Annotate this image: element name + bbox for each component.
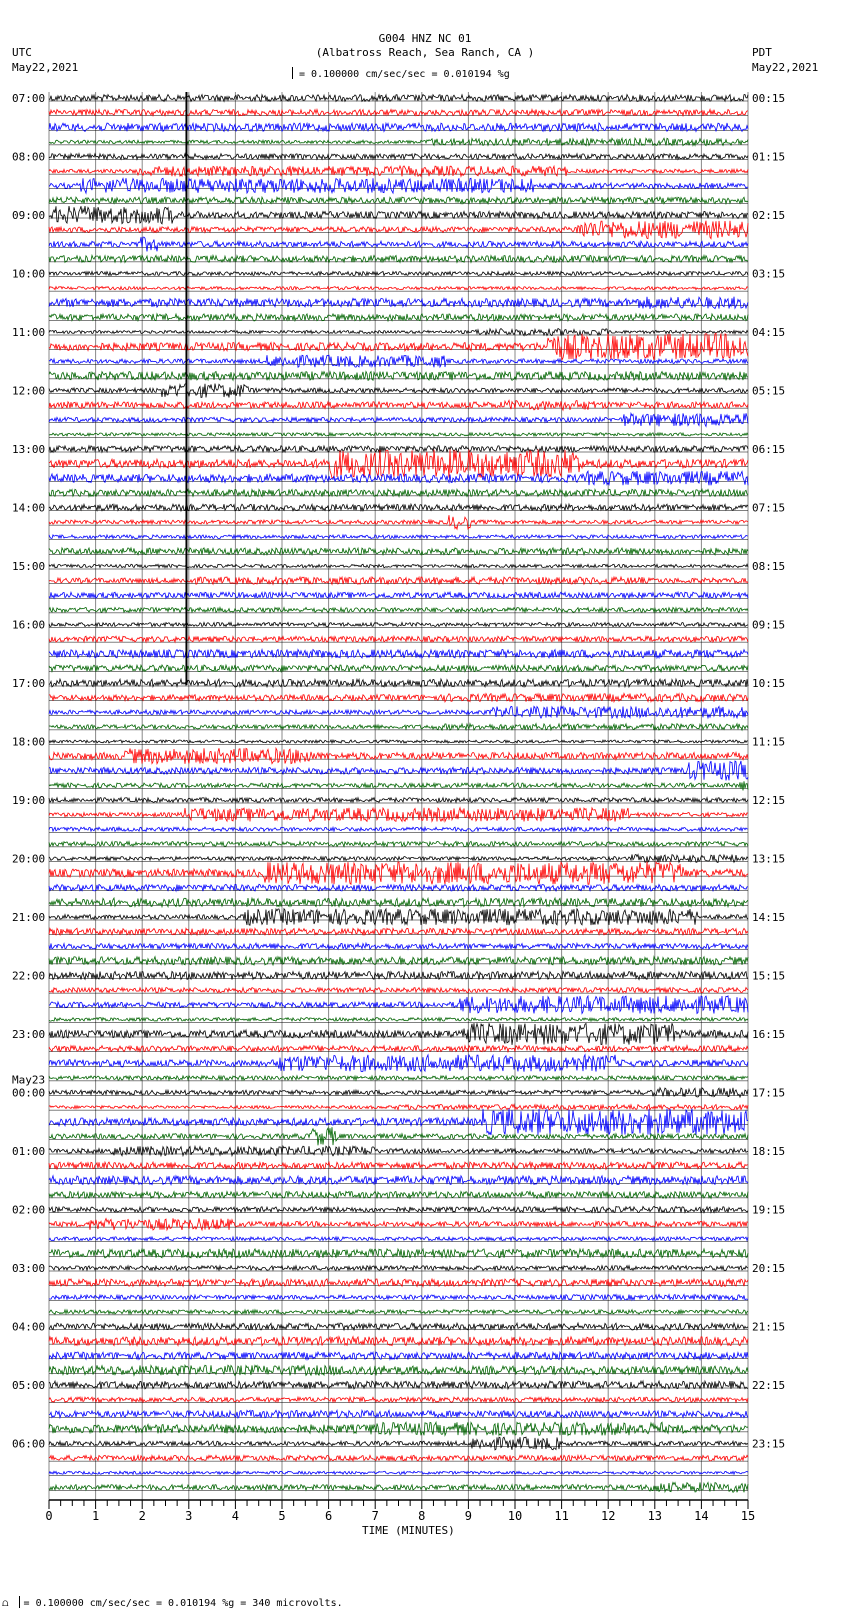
trace-line bbox=[49, 1471, 748, 1474]
left-date: May22,2021 bbox=[12, 61, 79, 74]
trace-line bbox=[49, 138, 748, 145]
trace-line bbox=[49, 1352, 748, 1359]
trace-line bbox=[49, 706, 748, 718]
pdt-hour-label: 04:15 bbox=[752, 326, 786, 339]
x-tick-label: 2 bbox=[138, 1509, 146, 1523]
x-tick-label: 6 bbox=[324, 1509, 333, 1523]
pdt-hour-label: 13:15 bbox=[752, 852, 786, 866]
pdt-hour-label: 09:15 bbox=[752, 618, 786, 632]
trace-line bbox=[49, 1365, 748, 1375]
trace-line bbox=[49, 154, 748, 160]
pdt-hour-label: 08:15 bbox=[752, 560, 786, 573]
trace-line bbox=[49, 665, 748, 672]
trace-line bbox=[49, 862, 748, 885]
pdt-hour-label: 05:15 bbox=[752, 384, 786, 398]
trace-line bbox=[49, 1397, 748, 1402]
x-tick-label: 0 bbox=[45, 1509, 53, 1523]
trace-line bbox=[49, 314, 748, 321]
trace-line bbox=[49, 1295, 748, 1301]
trace-line bbox=[49, 197, 748, 204]
left-timezone: UTC bbox=[12, 46, 32, 59]
utc-hour-label: 02:00 bbox=[12, 1203, 46, 1217]
utc-hour-label: 16:00 bbox=[12, 618, 46, 632]
trace-line bbox=[49, 592, 748, 598]
utc-hour-label: 07:00 bbox=[12, 92, 46, 105]
footer-scale bbox=[2, 1596, 343, 1610]
trace-line bbox=[49, 287, 748, 290]
pdt-hour-label: 07:15 bbox=[752, 501, 786, 515]
x-tick-label: 15 bbox=[740, 1509, 756, 1523]
scale-marker-icon: ⩍ bbox=[2, 1598, 9, 1609]
utc-hour-label: 11:00 bbox=[12, 326, 46, 339]
x-tick-label: 14 bbox=[694, 1509, 709, 1523]
right-timezone: PDT bbox=[752, 46, 772, 59]
trace-line bbox=[49, 1279, 748, 1287]
utc-hour-label: 23:00 bbox=[12, 1028, 46, 1041]
utc-hour-label: 17:00 bbox=[12, 677, 46, 690]
pdt-hour-label: 15:15 bbox=[752, 969, 786, 983]
utc-hour-label: 20:00 bbox=[12, 852, 46, 866]
trace-line bbox=[49, 761, 748, 781]
utc-hour-label: 13:00 bbox=[12, 443, 46, 456]
pdt-hour-label: 03:15 bbox=[752, 267, 786, 281]
pdt-hour-label: 06:15 bbox=[752, 443, 786, 456]
footer-scale-text: = 0.100000 cm/sec/sec = 0.010194 %g = 340 microvolts. bbox=[23, 1598, 343, 1609]
pdt-hour-label: 21:15 bbox=[752, 1320, 786, 1334]
trace-line bbox=[49, 206, 748, 224]
utc-hour-label: 09:00 bbox=[12, 209, 46, 222]
trace-line bbox=[49, 1437, 748, 1450]
trace-line bbox=[49, 928, 748, 935]
x-tick-label: 1 bbox=[91, 1509, 100, 1523]
trace-line bbox=[49, 1055, 748, 1072]
pdt-hour-label: 16:15 bbox=[752, 1028, 786, 1041]
pdt-hour-label: 14:15 bbox=[752, 911, 786, 924]
trace-line bbox=[49, 608, 748, 613]
scale-text: = 0.100000 cm/sec/sec = 0.010194 %g bbox=[299, 69, 510, 80]
trace-line bbox=[49, 333, 748, 360]
pdt-hour-label: 23:15 bbox=[752, 1437, 786, 1451]
pdt-hour-label: 18:15 bbox=[752, 1145, 786, 1158]
trace-line bbox=[49, 489, 748, 496]
utc-hour-label: 03:00 bbox=[12, 1262, 46, 1275]
trace-line bbox=[49, 1023, 748, 1045]
x-tick-label: 3 bbox=[185, 1509, 193, 1523]
trace-line bbox=[49, 1018, 748, 1022]
trace-line bbox=[49, 413, 748, 426]
pdt-hour-label: 11:15 bbox=[752, 735, 786, 749]
trace-line bbox=[49, 1162, 748, 1169]
trace-line bbox=[49, 1323, 748, 1330]
trace-line bbox=[49, 329, 748, 336]
utc-hour-label: 15:00 bbox=[12, 560, 46, 573]
utc-hour-label: 00:00 bbox=[12, 1086, 46, 1100]
trace-line bbox=[49, 1455, 748, 1461]
utc-hour-label: 14:00 bbox=[12, 501, 46, 515]
x-tick-label: 11 bbox=[554, 1509, 569, 1523]
trace-line bbox=[49, 996, 748, 1014]
trace-line bbox=[49, 798, 748, 803]
trace-line bbox=[49, 1266, 748, 1271]
trace-line bbox=[49, 1237, 748, 1241]
pdt-hour-label: 10:15 bbox=[752, 677, 786, 690]
pdt-hour-label: 17:15 bbox=[752, 1086, 786, 1100]
pdt-hour-label: 00:15 bbox=[752, 92, 786, 105]
x-axis-label: TIME (MINUTES) bbox=[362, 1524, 455, 1537]
trace-line bbox=[49, 841, 748, 846]
trace-line bbox=[49, 1191, 748, 1198]
trace-line bbox=[49, 1046, 748, 1052]
trace-line bbox=[49, 740, 748, 743]
trace-line bbox=[49, 636, 748, 642]
trace-line bbox=[49, 623, 748, 627]
x-tick-label: 4 bbox=[231, 1509, 240, 1523]
trace-line bbox=[49, 504, 748, 511]
trace-line bbox=[49, 724, 748, 730]
utc-hour-label: 22:00 bbox=[12, 969, 46, 983]
trace-line bbox=[49, 1109, 748, 1136]
trace-line bbox=[49, 1127, 748, 1145]
utc-hour-label: 18:00 bbox=[12, 735, 46, 749]
pdt-hour-label: 01:15 bbox=[752, 150, 786, 164]
trace-line bbox=[49, 449, 748, 478]
trace-line bbox=[49, 808, 748, 822]
trace-line bbox=[49, 1422, 748, 1435]
trace-line bbox=[49, 297, 748, 309]
trace-line bbox=[49, 237, 748, 251]
right-date: May22,2021 bbox=[752, 61, 819, 74]
x-tick-label: 10 bbox=[507, 1509, 523, 1523]
x-tick-label: 9 bbox=[464, 1509, 473, 1523]
trace-line bbox=[49, 515, 748, 529]
trace-line bbox=[49, 1218, 748, 1230]
trace-line bbox=[49, 255, 748, 262]
trace-line bbox=[49, 433, 748, 436]
date-change-label: May23 bbox=[12, 1073, 46, 1087]
trace-line bbox=[49, 564, 748, 567]
trace-line bbox=[49, 1482, 748, 1492]
x-tick-label: 7 bbox=[371, 1509, 379, 1523]
trace-line bbox=[49, 272, 748, 276]
pdt-hour-label: 12:15 bbox=[752, 794, 786, 807]
trace-line bbox=[49, 781, 748, 790]
trace-line bbox=[49, 884, 748, 891]
x-tick-label: 5 bbox=[278, 1509, 286, 1523]
trace-line bbox=[49, 827, 748, 831]
scale-bar-icon bbox=[19, 1596, 20, 1608]
trace-line bbox=[49, 384, 748, 398]
trace-line bbox=[49, 221, 748, 239]
trace-line bbox=[49, 166, 748, 176]
utc-hour-label: 10:00 bbox=[12, 267, 46, 281]
trace-line bbox=[49, 1206, 748, 1212]
trace-line bbox=[49, 446, 748, 453]
pdt-hour-label: 20:15 bbox=[752, 1262, 786, 1275]
chart-title: G004 HNZ NC 01 bbox=[378, 32, 472, 45]
utc-hour-label: 19:00 bbox=[12, 794, 46, 807]
trace-line bbox=[49, 1146, 748, 1156]
pdt-hour-label: 22:15 bbox=[752, 1379, 786, 1392]
trace-line bbox=[49, 1310, 748, 1314]
utc-hour-label: 21:00 bbox=[12, 911, 46, 924]
trace-line bbox=[49, 548, 748, 555]
trace-line bbox=[49, 1076, 748, 1080]
pdt-hour-label: 02:15 bbox=[752, 209, 786, 222]
utc-hour-label: 01:00 bbox=[12, 1145, 46, 1158]
trace-line bbox=[49, 535, 748, 539]
utc-hour-label: 06:00 bbox=[12, 1437, 46, 1451]
station-location: (Albatross Reach, Sea Ranch, CA ) bbox=[315, 46, 535, 59]
trace-line bbox=[49, 400, 748, 410]
trace-line bbox=[49, 577, 748, 584]
x-tick-label: 8 bbox=[418, 1509, 426, 1523]
utc-hour-label: 12:00 bbox=[12, 384, 46, 398]
trace-line bbox=[49, 988, 748, 993]
trace-line bbox=[49, 943, 748, 949]
trace-line bbox=[49, 355, 748, 367]
x-tick-label: 12 bbox=[600, 1509, 616, 1523]
utc-hour-label: 05:00 bbox=[12, 1379, 46, 1392]
utc-hour-label: 08:00 bbox=[12, 150, 46, 164]
x-tick-label: 13 bbox=[647, 1509, 663, 1523]
utc-hour-label: 04:00 bbox=[12, 1320, 46, 1334]
trace-line bbox=[49, 1104, 748, 1109]
trace-line bbox=[49, 110, 748, 116]
trace-line bbox=[49, 178, 748, 193]
trace-line bbox=[49, 909, 748, 925]
trace-line bbox=[49, 748, 748, 764]
pdt-hour-label: 19:15 bbox=[752, 1203, 786, 1217]
trace-line bbox=[49, 95, 748, 102]
